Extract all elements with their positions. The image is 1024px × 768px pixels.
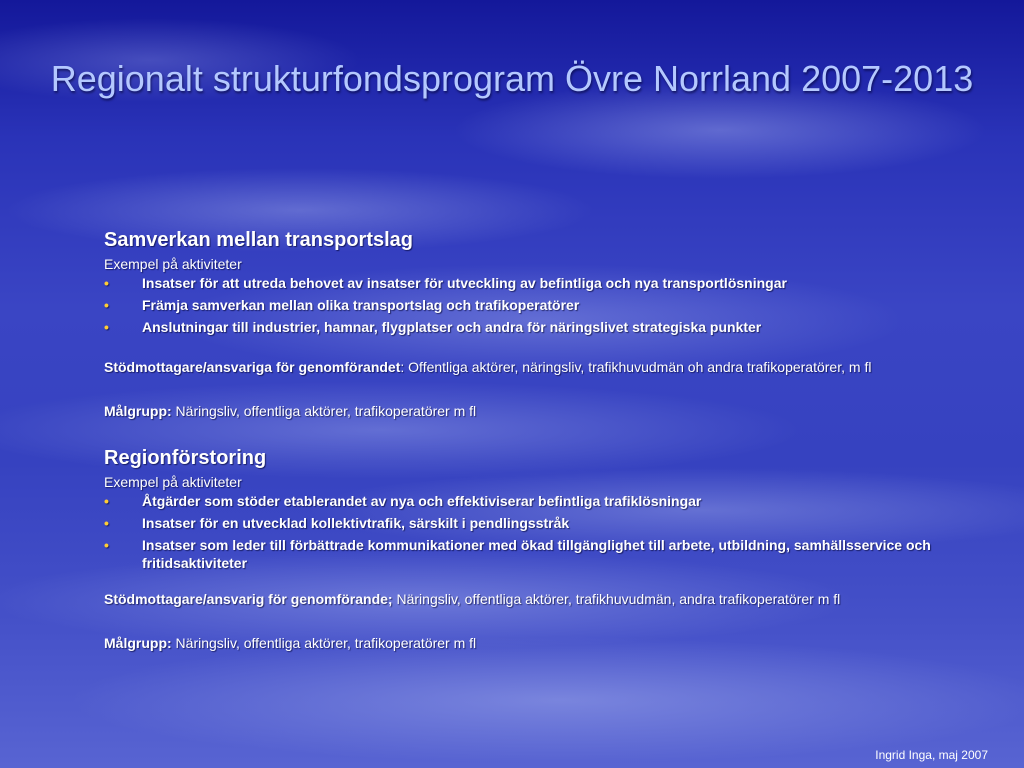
section-heading: Regionförstoring	[104, 447, 267, 469]
recipients-label: Stödmottagare/ansvariga för genomförandet	[104, 359, 401, 375]
list-item	[104, 514, 982, 532]
slide-title: Regionalt strukturfondsprogram Övre Norrland 2007-2013	[50, 58, 974, 99]
recipients-text: : Offentliga aktörer, näringsliv, trafikhuvudmän oh andra trafikoperatörer, m fl	[400, 359, 872, 375]
target-group-paragraph	[104, 400, 1016, 422]
list-item	[104, 492, 982, 510]
list-item-text: Åtgärder som stöder etablerandet av nya och effektiviserar befintliga trafiklösningar	[142, 493, 702, 509]
list-item	[104, 536, 982, 572]
target-group-label: Målgrupp:	[104, 635, 172, 651]
section-subheading: Exempel på aktiviteter	[104, 256, 242, 272]
bullet-icon: •	[104, 515, 109, 531]
list-item-text: Insatser för en utvecklad kollektivtrafik, särskilt i pendlingsstråk	[142, 515, 570, 531]
target-group-label: Målgrupp:	[104, 403, 172, 419]
bullet-icon: •	[104, 275, 109, 291]
footer-author-date: Ingrid Inga, maj 2007	[875, 748, 988, 762]
recipients-paragraph	[104, 356, 1016, 378]
section-heading: Samverkan mellan transportslag	[104, 229, 414, 251]
list-item-text: Anslutningar till industrier, hamnar, flygplatser och andra för näringslivet strategiska punkter	[142, 319, 762, 335]
list-item	[104, 318, 982, 336]
activity-list	[104, 274, 1016, 336]
list-item	[104, 274, 982, 292]
bullet-icon: •	[104, 493, 109, 509]
list-item	[104, 296, 982, 314]
recipients-text: Näringsliv, offentliga aktörer, trafikhuvudmän, andra trafikoperatörer m fl	[392, 591, 841, 607]
section-transport	[104, 226, 1016, 422]
slide-content	[104, 226, 1016, 654]
target-group-text: Näringsliv, offentliga aktörer, trafikoperatörer m fl	[171, 403, 477, 419]
target-group-text: Näringsliv, offentliga aktörer, trafikoperatörer m fl	[171, 635, 477, 651]
recipients-label: Stödmottagare/ansvarig för genomförande;	[104, 591, 393, 607]
list-item-text: Insatser som leder till förbättrade kommunikationer med ökad tillgänglighet till arbete, utbildning, samhällsservice och fritidsaktiviteter	[142, 537, 931, 571]
bullet-icon: •	[104, 537, 109, 553]
bullet-icon: •	[104, 319, 109, 335]
section-subheading: Exempel på aktiviteter	[104, 474, 242, 490]
bullet-icon: •	[104, 297, 109, 313]
activity-list	[104, 492, 1016, 572]
list-item-text: Främja samverkan mellan olika transportslag och trafikoperatörer	[142, 297, 580, 313]
recipients-paragraph	[104, 588, 1016, 610]
target-group-paragraph	[104, 632, 1016, 654]
list-item-text: Insatser för att utreda behovet av insatser för utveckling av befintliga och nya transportlösningar	[142, 275, 787, 291]
section-region-enlargement	[104, 444, 1016, 654]
